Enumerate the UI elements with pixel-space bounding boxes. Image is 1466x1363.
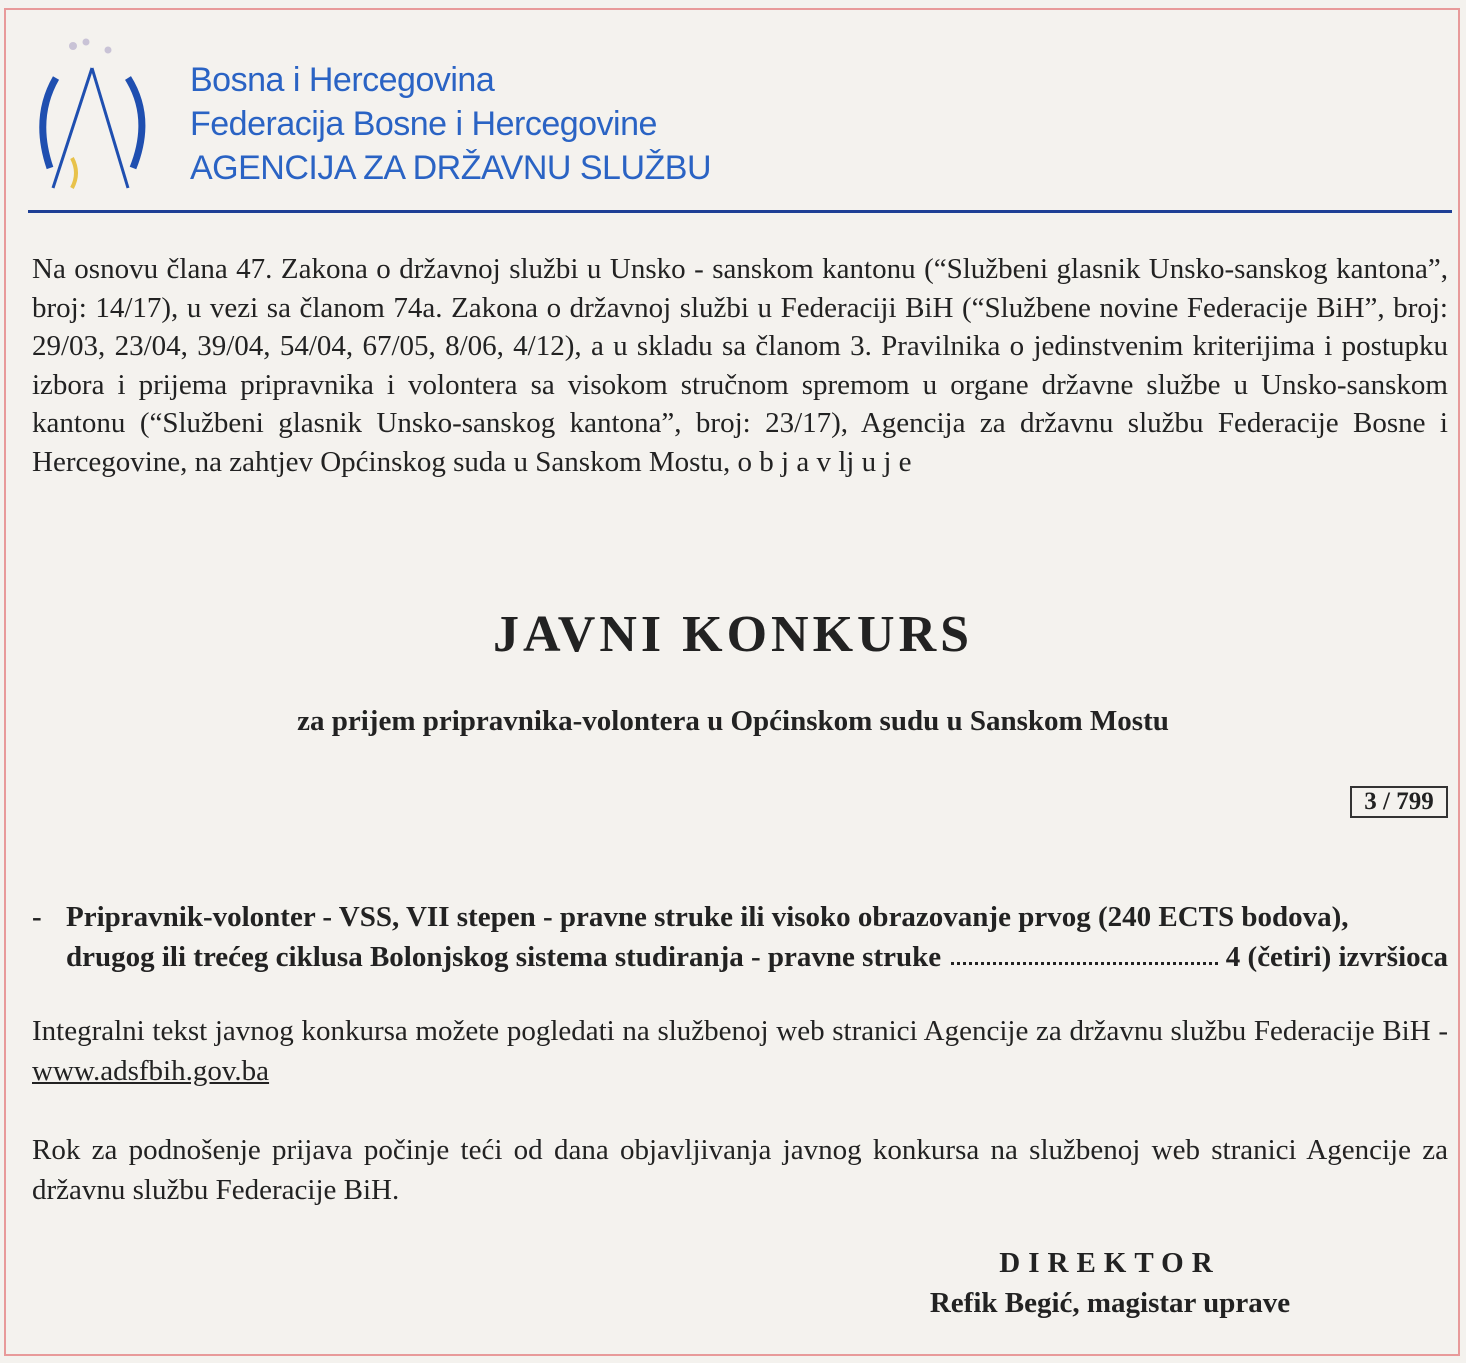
position-description: Pripravnik-volonter - VSS, VII stepen - pravne struke ili visoko obrazovanje prvog (240 ECTS bodova), <box>66 901 1349 933</box>
dotted-leader <box>951 937 1218 965</box>
deadline-paragraph: Rok za podnošenje prijava počinje teći od dana objavljivanja javnog konkursa na službenoj web stranici Agencije za državnu službu Federacije BiH. <box>32 1134 1448 1206</box>
federation-name: Federacija Bosne i Hercegovine <box>190 105 657 143</box>
signature-role: DIREKTOR <box>999 1247 1221 1279</box>
website-paragraph <box>32 1011 1448 1091</box>
page-title: JAVNI KONKURS <box>492 606 974 663</box>
position-count: 4 (četiri) izvršioca <box>1225 941 1448 973</box>
website-text: Integralni tekst javnog konkursa možete pogledati na službenoj web stranici Agencije za državnu službu Federacije BiH - <box>32 1015 1448 1047</box>
list-bullet: - <box>32 901 42 933</box>
intro-paragraph: Na osnovu člana 47. Zakona o državnoj službi u Unsko - sanskom kantonu (“Službeni glasnik Unsko-sanskog kantona”, broj: 14/17), u vezi sa članom 74a. Zakona o državnoj službi u Federaciji BiH (“Službene novine Federacije BiH”, broj: 29/03, 23/04, 39/04, 54/04, 67/05, 8/06, 4/12), a u skladu sa članom 3. Pravilnika o jedinstvenim kriterijima i postupku izbora i prijema pripravnika i volontera sa visokom stručnom spremom u organe državne službe u Unsko-sanskom kantonu (“Službeni glasnik Unsko-sanskog kantona”, broj: 23/17), Agencija za državnu službu Federacije Bosne i Hercegovine, na zahtjev Općinskog suda u Sanskom Mostu, o b j a v lj u j e <box>32 253 1448 478</box>
position-description-cont: drugog ili trećeg ciklusa Bolonjskog sistema studiranja - pravne struke <box>66 941 942 973</box>
reference-code: 3 / 799 <box>1350 786 1448 818</box>
country-name: Bosna i Hercegovina <box>190 61 495 99</box>
website-link[interactable]: www.adsfbih.gov.ba <box>32 1055 270 1087</box>
agency-header <box>190 58 711 190</box>
position-list-item <box>32 897 1448 977</box>
header-divider <box>28 210 1452 213</box>
signature-name: Refik Begić, magistar uprave <box>929 1287 1291 1319</box>
page-subtitle: za prijem pripravnika-volontera u Općinskom sudu u Sanskom Mostu <box>297 705 1169 737</box>
agency-name: AGENCIJA ZA DRŽAVNU SLUŽBU <box>190 149 712 187</box>
agency-logo-icon <box>28 38 158 198</box>
